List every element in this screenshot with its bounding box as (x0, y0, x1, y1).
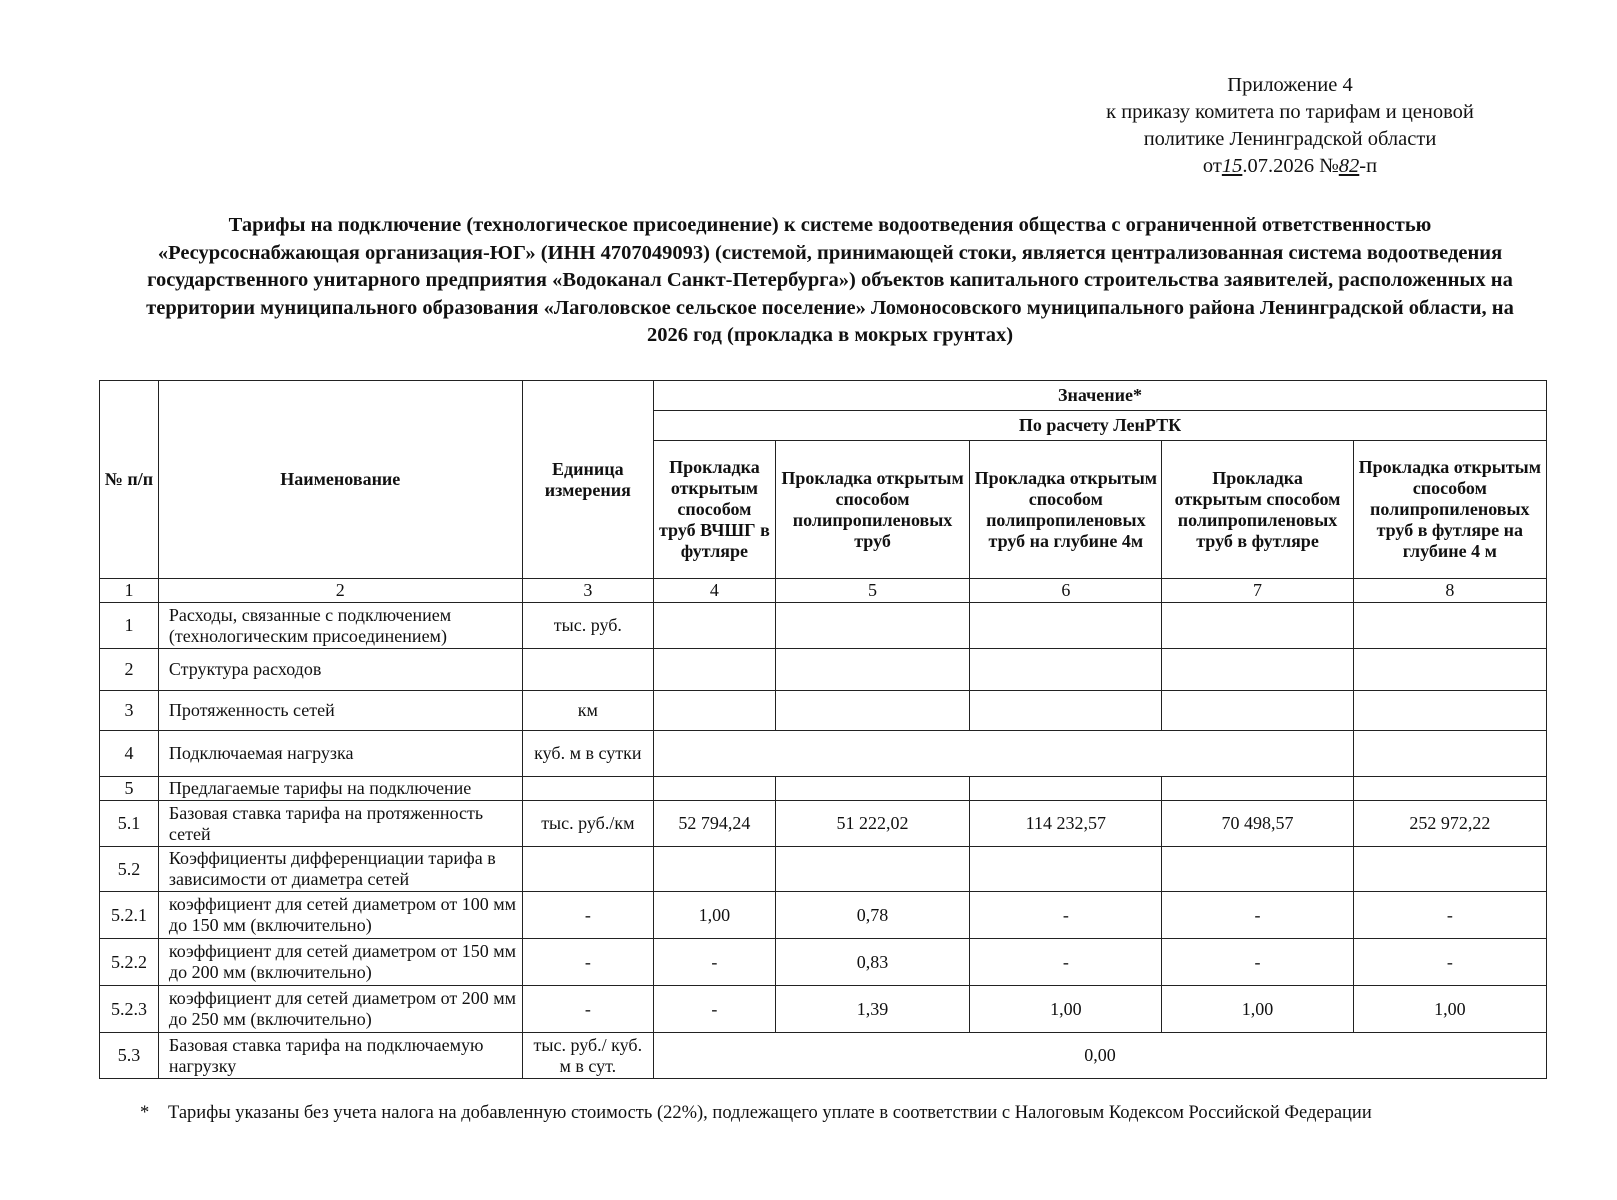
table-row (100, 801, 1547, 847)
row-num: 5.2.3 (100, 986, 159, 1033)
order-number: 82 (1338, 155, 1360, 177)
row-value: 1,39 (775, 986, 969, 1033)
row-name: Структура расходов (158, 649, 522, 691)
row-value: 51 222,02 (775, 801, 969, 847)
row-name: коэффициент для сетей диаметром от 150 мм до 200 мм (включительно) (158, 939, 522, 986)
header-name: Наименование (158, 381, 522, 579)
row-merged-value (653, 731, 1353, 777)
header-col-8: Прокладка открытым способом полипропиленовых труб в футляре на глубине 4 м (1353, 441, 1546, 579)
col-number: 7 (1162, 579, 1353, 603)
header-value: Значение* (653, 381, 1546, 411)
header-unit: Единица измерения (522, 381, 653, 579)
row-unit: км (522, 691, 653, 731)
row-unit: - (522, 892, 653, 939)
row-value: - (1162, 892, 1353, 939)
row-value (970, 691, 1162, 731)
row-value (775, 649, 969, 691)
row-value: 1,00 (970, 986, 1162, 1033)
row-value (1353, 731, 1546, 777)
row-value: 114 232,57 (970, 801, 1162, 847)
date-prefix: от (1202, 155, 1222, 177)
row-name: коэффициент для сетей диаметром от 200 мм до 250 мм (включительно) (158, 986, 522, 1033)
row-value (653, 691, 775, 731)
row-name: Протяженность сетей (158, 691, 522, 731)
row-value (1353, 777, 1546, 801)
table-row (100, 986, 1547, 1033)
row-value: - (1353, 892, 1546, 939)
col-number: 6 (970, 579, 1162, 603)
row-num: 3 (100, 691, 159, 731)
row-unit: тыс. руб./ куб. м в сут. (522, 1033, 653, 1079)
table-row (100, 603, 1547, 649)
row-value: 252 972,22 (1353, 801, 1546, 847)
row-value (970, 777, 1162, 801)
row-value (970, 649, 1162, 691)
row-value (1162, 691, 1353, 731)
row-value: 0,78 (775, 892, 969, 939)
row-unit: тыс. руб. (522, 603, 653, 649)
row-value (775, 847, 969, 892)
row-value (653, 649, 775, 691)
row-name: Базовая ставка тарифа на подключаемую нагрузку (158, 1033, 522, 1079)
row-unit (522, 847, 653, 892)
header-by-calc: По расчету ЛенРТК (653, 411, 1546, 441)
row-value: 70 498,57 (1162, 801, 1353, 847)
row-num: 5.2 (100, 847, 159, 892)
row-value (653, 847, 775, 892)
header-num: № п/п (100, 381, 159, 579)
date-rest: .07.2026 № (1242, 155, 1339, 177)
col-number: 1 (100, 579, 159, 603)
row-value (775, 691, 969, 731)
table-row (100, 939, 1547, 986)
table-row (100, 649, 1547, 691)
table-row (100, 847, 1547, 892)
row-value (1162, 777, 1353, 801)
row-value (970, 603, 1162, 649)
table-row (100, 1033, 1547, 1079)
row-value (775, 603, 969, 649)
header-col-6: Прокладка открытым способом полипропиленовых труб на глубине 4м (970, 441, 1162, 579)
row-name: Базовая ставка тарифа на протяженность сетей (158, 801, 522, 847)
appendix-line-3: политике Ленинградской области (1143, 128, 1437, 150)
row-name: Подключаемая нагрузка (158, 731, 522, 777)
row-value (1353, 691, 1546, 731)
row-value: 1,00 (1353, 986, 1546, 1033)
row-value: - (653, 986, 775, 1033)
col-number: 2 (158, 579, 522, 603)
row-value (653, 777, 775, 801)
row-value: - (1353, 939, 1546, 986)
col-number: 8 (1353, 579, 1546, 603)
table-row (100, 691, 1547, 731)
row-value: - (1162, 939, 1353, 986)
row-value: - (970, 939, 1162, 986)
row-unit (522, 649, 653, 691)
row-unit: - (522, 939, 653, 986)
row-num: 4 (100, 731, 159, 777)
row-unit: куб. м в сутки (522, 731, 653, 777)
header-col-5: Прокладка открытым способом полипропиленовых труб (775, 441, 969, 579)
table-row (100, 731, 1547, 777)
col-number: 3 (522, 579, 653, 603)
row-value (1162, 847, 1353, 892)
row-unit: тыс. руб./км (522, 801, 653, 847)
date-day: 15 (1221, 155, 1243, 177)
row-num: 1 (100, 603, 159, 649)
row-value (1353, 603, 1546, 649)
row-num: 5.1 (100, 801, 159, 847)
col-number: 4 (653, 579, 775, 603)
row-value: 52 794,24 (653, 801, 775, 847)
row-unit: - (522, 986, 653, 1033)
footnote-marker: * (140, 1103, 150, 1123)
appendix-block (1020, 72, 1560, 180)
row-name: Предлагаемые тарифы на подключение (158, 777, 522, 801)
header-col-4: Прокладка открытым способом труб ВЧШГ в футляре (653, 441, 775, 579)
row-name: Расходы, связанные с подключением (технологическим присоединением) (158, 603, 522, 649)
row-value: 1,00 (653, 892, 775, 939)
tariff-table (99, 380, 1547, 1079)
row-merged-value: 0,00 (653, 1033, 1546, 1079)
document-title: Тарифы на подключение (технологическое присоединение) к системе водоотведения общества с ограниченной ответственностью «Ресурсоснабжающая организация-ЮГ» (ИНН 4707049093) (системой, принимающей стоки, является централизованная система водоотведения государственного унитарного предприятия «Водоканал Санкт-Петербурга») объектов капитального строительства заявителей, расположенных на территории муниципального образования «Лаголовское сельское поселение» Ломоносовского муниципального района Ленинградской области, на 2026 год (прокладка в мокрых грунтах) (146, 214, 1514, 346)
row-value: - (653, 939, 775, 986)
row-value (970, 847, 1162, 892)
row-value: 0,83 (775, 939, 969, 986)
row-value (1162, 649, 1353, 691)
row-num: 2 (100, 649, 159, 691)
order-suffix: -п (1359, 155, 1378, 177)
row-unit (522, 777, 653, 801)
row-name: Коэффициенты дифференциации тарифа в зависимости от диаметра сетей (158, 847, 522, 892)
row-value (1353, 649, 1546, 691)
appendix-line-2: к приказу комитета по тарифам и ценовой (1106, 101, 1474, 123)
row-value (1353, 847, 1546, 892)
table-row (100, 777, 1547, 801)
row-value (653, 603, 775, 649)
appendix-date-line (1020, 153, 1560, 180)
row-value (775, 777, 969, 801)
row-num: 5.2.2 (100, 939, 159, 986)
row-num: 5 (100, 777, 159, 801)
col-number: 5 (775, 579, 969, 603)
row-num: 5.2.1 (100, 892, 159, 939)
footnote-text: Тарифы указаны без учета налога на добавленную стоимость (22%), подлежащего уплате в соответствии с Налоговым Кодексом Российской Федерации (168, 1103, 1372, 1123)
row-value: - (970, 892, 1162, 939)
footnote (140, 1102, 1560, 1124)
appendix-line-1: Приложение 4 (1227, 74, 1353, 96)
row-name: коэффициент для сетей диаметром от 100 мм до 150 мм (включительно) (158, 892, 522, 939)
row-value (1162, 603, 1353, 649)
row-value: 1,00 (1162, 986, 1353, 1033)
row-num: 5.3 (100, 1033, 159, 1079)
table-row (100, 892, 1547, 939)
header-col-7: Прокладка открытым способом полипропиленовых труб в футляре (1162, 441, 1353, 579)
